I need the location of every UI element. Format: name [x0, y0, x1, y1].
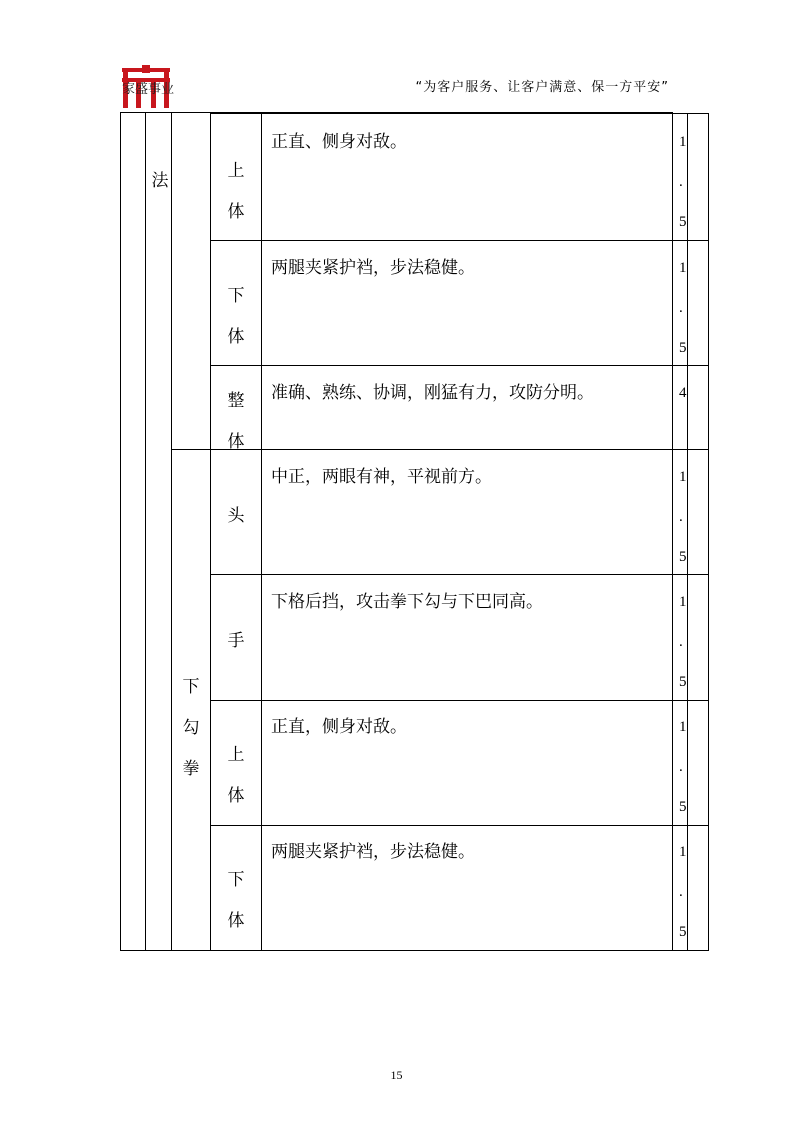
page-header	[120, 60, 673, 112]
requirement-cell: 正直，侧身对敌。	[271, 717, 407, 737]
requirement-cell: 正直、侧身对敌。	[271, 132, 407, 152]
score-cell: 4	[679, 385, 687, 401]
group-label-upper: 法	[151, 171, 169, 191]
score-cell: 1 . 5	[679, 719, 687, 815]
score-cell: 1 . 5	[679, 260, 687, 356]
scoring-table	[120, 113, 709, 951]
part-cell: 整 体	[227, 391, 245, 452]
part-cell: 上 体	[227, 161, 245, 222]
requirement-cell: 准确、熟练、协调，刚猛有力，攻防分明。	[271, 383, 594, 403]
requirement-cell: 两腿夹紧护裆，步法稳健。	[271, 842, 475, 862]
score-cell: 1 . 5	[679, 844, 687, 940]
requirement-cell: 中正，两眼有神，平视前方。	[271, 467, 492, 487]
company-name: 家盛事业	[122, 82, 175, 97]
part-cell: 头	[227, 506, 245, 526]
part-cell: 手	[227, 631, 245, 651]
group-label-lower: 下 勾 拳	[182, 677, 200, 779]
score-cell: 1 . 5	[679, 469, 687, 565]
company-slogan: “为客户服务、让客户满意、保一方平安”	[415, 80, 669, 95]
score-cell: 1 . 5	[679, 594, 687, 690]
part-cell: 上 体	[227, 745, 245, 806]
page-number: 15	[390, 1068, 403, 1082]
requirement-cell: 两腿夹紧护裆，步法稳健。	[271, 258, 475, 278]
score-cell: 1 . 5	[679, 134, 687, 230]
part-cell: 下 体	[227, 286, 245, 347]
requirement-cell: 下格后挡，攻击拳下勾与下巴同高。	[271, 592, 543, 612]
part-cell: 下 体	[227, 870, 245, 931]
